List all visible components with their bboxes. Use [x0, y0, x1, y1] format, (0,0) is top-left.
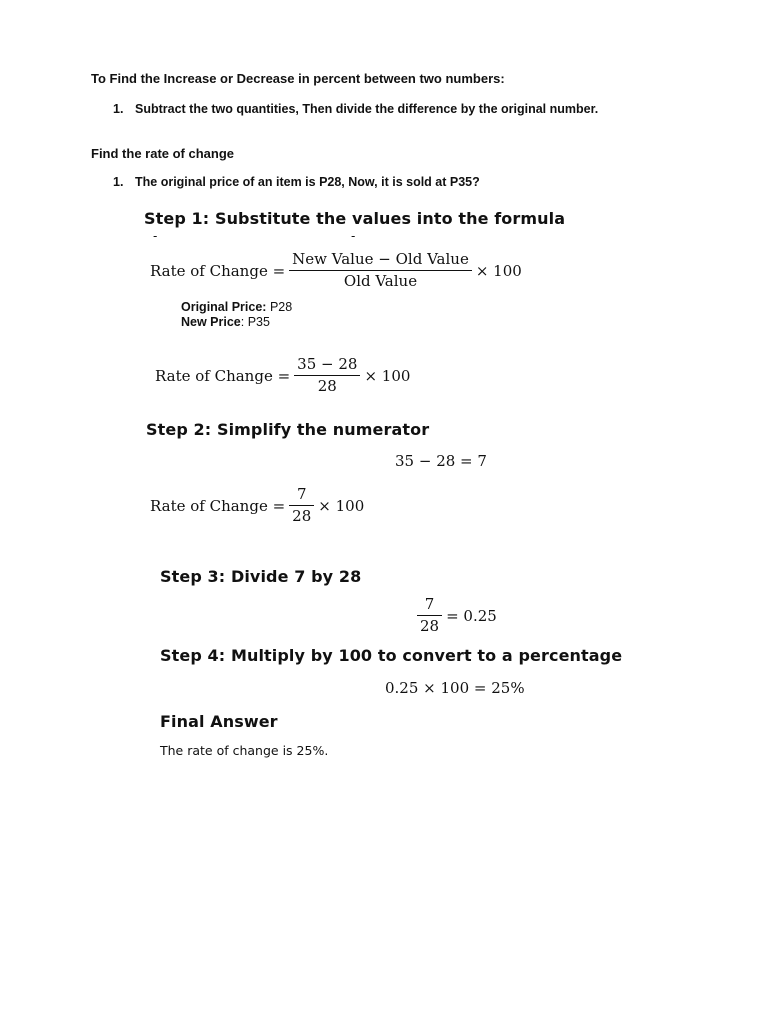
final-answer-title: Final Answer [160, 712, 278, 731]
formula-numerator: New Value − Old Value [292, 250, 469, 268]
substituted-formula [155, 356, 410, 395]
intro-heading: To Find the Increase or Decrease in percent between two numbers: [91, 71, 505, 86]
step3-title: Step 3: Divide 7 by 28 [160, 567, 362, 586]
formula-lhs: Rate of Change = [155, 366, 291, 385]
list-item-text: The original price of an item is P28, Now, it is sold at P35? [135, 175, 480, 189]
original-price-line [181, 300, 292, 314]
division-fraction [417, 596, 442, 635]
step4-title: Step 4: Multiply by 100 to convert to a percentage [160, 646, 623, 665]
division-numerator: 7 [424, 595, 435, 613]
final-answer-suffix: . [324, 743, 329, 758]
final-answer-text [160, 743, 328, 758]
intro-list-item [113, 102, 598, 116]
formula-fraction [289, 486, 314, 525]
formula-lhs: Rate of Change = [150, 261, 286, 280]
list-number: 1. [113, 175, 124, 189]
percentage-equation: 0.25 × 100 = 25% [385, 679, 525, 697]
formula-numerator: 35 − 28 [297, 355, 358, 373]
formula-lhs: Rate of Change = [150, 496, 286, 515]
step2-title: Step 2: Simplify the numerator [146, 420, 430, 439]
problem-list-item [113, 175, 480, 189]
problem-heading: Find the rate of change [91, 146, 235, 161]
final-answer-value: 25% [296, 743, 325, 758]
division-result: = 0.25 [446, 606, 497, 625]
formula-denominator: 28 [292, 507, 312, 525]
new-price-label: New Price [181, 315, 241, 329]
formula-denominator: 28 [317, 377, 337, 395]
list-number: 1. [113, 102, 124, 116]
step1-title: Step 1: Substitute the values into the formula [144, 209, 566, 228]
decorative-dash: - [351, 229, 356, 243]
formula-denominator: Old Value [343, 272, 418, 290]
simplify-equation: 35 − 28 = 7 [395, 452, 487, 470]
simplified-formula [150, 486, 364, 525]
formula-fraction [294, 356, 360, 395]
new-price-value: : P35 [240, 315, 270, 329]
list-item-text: Subtract the two quantities, Then divide the difference by the original number. [135, 102, 599, 116]
new-price-line [181, 315, 270, 329]
division-equation [413, 596, 497, 635]
formula-rhs: × 100 [475, 261, 522, 280]
formula-rhs: × 100 [364, 366, 411, 385]
formula-rhs: × 100 [318, 496, 365, 515]
rate-of-change-formula [150, 251, 522, 290]
final-answer-prefix: The rate of change is [160, 743, 297, 758]
decorative-dash: - [153, 229, 158, 243]
original-price-value: P28 [269, 300, 293, 314]
division-denominator: 28 [420, 617, 440, 635]
formula-fraction [289, 251, 472, 290]
original-price-label: Original Price: [181, 300, 267, 314]
formula-numerator: 7 [296, 485, 307, 503]
